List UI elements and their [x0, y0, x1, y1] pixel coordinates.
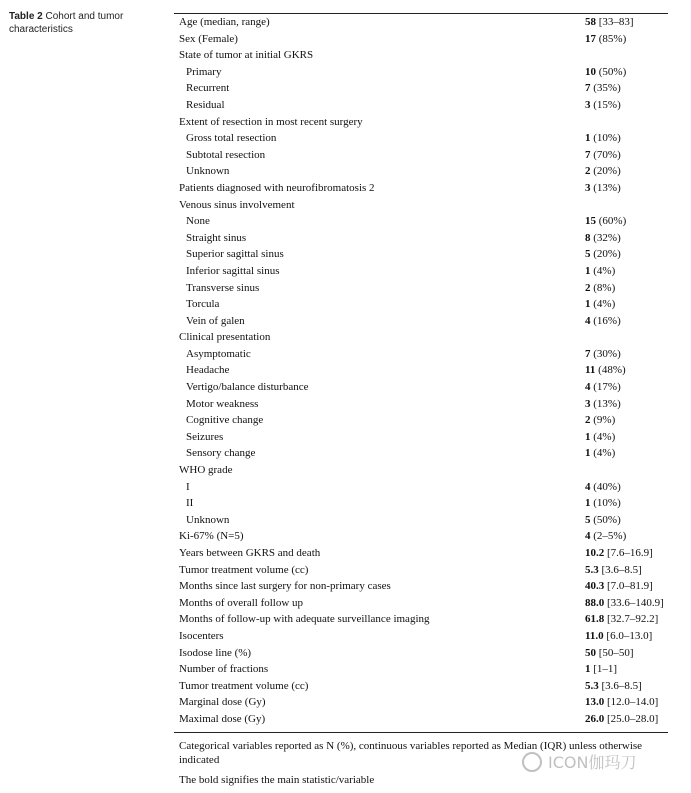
row-label: Number of fractions: [179, 663, 269, 676]
row-main-stat: 11: [585, 364, 596, 377]
table-row: [174, 512, 668, 529]
row-main-stat: 10: [585, 65, 596, 78]
row-label: Age (median, range): [179, 16, 270, 28]
table-row: [174, 80, 668, 97]
row-main-stat: 7: [585, 347, 591, 360]
row-main-stat: 5: [585, 513, 591, 526]
row-label: Cognitive change: [186, 414, 264, 427]
row-main-stat: 61.8: [585, 613, 605, 626]
row-main-stat: 1: [585, 298, 591, 311]
table-row: [174, 346, 668, 363]
row-label: Seizures: [186, 430, 224, 443]
table-row: [174, 362, 668, 379]
row-main-stat: 2: [585, 414, 591, 427]
row-value: [585, 412, 615, 429]
row-value: [585, 130, 621, 147]
row-range: (20%): [590, 248, 621, 261]
row-label: Motor weakness: [186, 397, 259, 410]
row-label: Primary: [186, 65, 222, 78]
row-range: [7.0–81.9]: [604, 580, 653, 593]
row-value: [585, 64, 626, 81]
table-row: [174, 495, 668, 512]
row-value: [585, 545, 653, 562]
row-label: Transverse sinus: [186, 281, 260, 294]
row-main-stat: 5.3: [585, 679, 599, 692]
row-label: Headache: [186, 364, 230, 377]
row-range: (8%): [590, 281, 616, 294]
row-range: (10%): [590, 132, 621, 145]
row-range: (35%): [590, 82, 621, 95]
row-value: [585, 578, 653, 595]
characteristics-table: [174, 13, 668, 793]
row-value: [585, 512, 621, 529]
row-label: Maximal dose (Gy): [179, 712, 266, 725]
table-row: [174, 230, 668, 247]
row-value: [585, 495, 621, 512]
row-main-stat: 58: [585, 16, 596, 28]
row-range: (85%): [596, 32, 627, 45]
table-row: [174, 462, 668, 479]
row-range: [7.6–16.9]: [604, 547, 653, 559]
table-row: [174, 97, 668, 114]
table-row: [174, 611, 668, 628]
row-value: [585, 362, 626, 379]
row-label: Ki-67% (N=5): [179, 530, 244, 543]
row-label: Months of follow-up with adequate surveillance imaging: [179, 613, 430, 626]
row-label: II: [186, 497, 194, 510]
row-range: [33.6–140.9]: [604, 596, 664, 609]
table-row: [174, 329, 668, 346]
row-range: (48%): [595, 364, 626, 377]
row-range: [33–83]: [596, 16, 634, 28]
row-label: Years between GKRS and death: [179, 547, 321, 559]
row-main-stat: 5.3: [585, 563, 599, 576]
row-range: (10%): [590, 497, 621, 510]
row-value: [585, 479, 621, 496]
row-range: (4%): [590, 430, 616, 443]
row-label: Venous sinus involvement: [179, 198, 295, 211]
row-range: [3.6–8.5]: [598, 679, 642, 692]
table-body: [174, 14, 668, 728]
row-range: (30%): [590, 347, 621, 360]
row-label: Asymptomatic: [186, 347, 251, 360]
table-row: [174, 31, 668, 48]
row-value: [585, 528, 626, 545]
table-row: [174, 694, 668, 711]
row-main-stat: 1: [585, 430, 591, 443]
row-label: Superior sagittal sinus: [186, 248, 284, 261]
row-value: [585, 246, 621, 263]
table-row: [174, 213, 668, 230]
table-row: [174, 114, 668, 131]
row-value: [585, 230, 621, 247]
wechat-icon: [522, 752, 542, 772]
row-range: (32%): [590, 231, 621, 244]
row-main-stat: 1: [585, 264, 591, 277]
table-row: [174, 130, 668, 147]
row-label: Recurrent: [186, 82, 230, 95]
table-row: [174, 64, 668, 81]
row-range: (17%): [590, 381, 621, 394]
row-main-stat: 7: [585, 148, 591, 161]
row-range: (4%): [590, 264, 616, 277]
row-value: [585, 628, 652, 645]
table-row: [174, 14, 668, 31]
row-range: [12.0–14.0]: [604, 696, 659, 709]
row-label: Subtotal resection: [186, 148, 266, 161]
row-main-stat: 3: [585, 98, 591, 111]
row-value: [585, 97, 621, 114]
row-label: Vertigo/balance disturbance: [186, 381, 309, 394]
row-range: (20%): [590, 165, 621, 178]
table-footnote: The bold signifies the main statistic/variable: [179, 773, 375, 786]
row-main-stat: 1: [585, 447, 591, 460]
watermark-text: ICON伽玛刀: [548, 753, 637, 772]
table-row: [174, 578, 668, 595]
row-label: Months of overall follow up: [179, 596, 304, 609]
table-row: [174, 280, 668, 297]
row-value: [585, 661, 617, 678]
row-main-stat: 88.0: [585, 596, 605, 609]
table-bottom-rule: [174, 732, 668, 733]
row-range: (40%): [590, 480, 621, 493]
table-row: [174, 163, 668, 180]
table-row: [174, 595, 668, 612]
row-range: (4%): [590, 298, 616, 311]
row-label: Clinical presentation: [179, 331, 271, 344]
row-value: [585, 80, 621, 97]
table-row: [174, 412, 668, 429]
row-label: WHO grade: [179, 464, 233, 477]
row-range: (60%): [596, 215, 627, 228]
table-row: [174, 396, 668, 413]
row-label: Sensory change: [186, 447, 256, 460]
row-main-stat: 8: [585, 231, 591, 244]
row-main-stat: 4: [585, 314, 591, 327]
row-label: Inferior sagittal sinus: [186, 264, 280, 277]
row-main-stat: 13.0: [585, 696, 605, 709]
table-footnote: Categorical variables reported as N (%), continuous variables reported as Median (IQR) unless otherwise indicated: [179, 739, 643, 766]
row-range: (4%): [590, 447, 616, 460]
row-label: Patients diagnosed with neurofibromatosis 2: [179, 181, 375, 194]
row-label: Marginal dose (Gy): [179, 696, 266, 709]
row-main-stat: 50: [585, 646, 596, 659]
row-main-stat: 15: [585, 215, 596, 228]
row-label: Months since last surgery for non-primary cases: [179, 580, 391, 593]
row-main-stat: 26.0: [585, 712, 605, 725]
row-main-stat: 4: [585, 530, 591, 543]
row-value: [585, 180, 621, 197]
row-main-stat: 3: [585, 181, 591, 194]
table-row: [174, 147, 668, 164]
row-range: [3.6–8.5]: [598, 563, 642, 576]
row-range: (15%): [590, 98, 621, 111]
row-label: Isocenters: [179, 629, 224, 642]
row-label: Sex (Female): [179, 32, 238, 45]
table-row: [174, 429, 668, 446]
row-label: Unknown: [186, 165, 230, 178]
row-range: [32.7–92.2]: [604, 613, 659, 626]
table-row: [174, 645, 668, 662]
row-value: [585, 296, 615, 313]
row-range: [1–1]: [590, 663, 618, 676]
row-value: [585, 147, 621, 164]
row-label: Isodose line (%): [179, 646, 252, 659]
table-row: [174, 479, 668, 496]
row-label: None: [186, 215, 210, 228]
table-row: [174, 528, 668, 545]
row-value: [585, 396, 621, 413]
row-label: I: [186, 480, 190, 493]
row-value: [585, 14, 634, 31]
row-main-stat: 4: [585, 480, 591, 493]
row-label: Gross total resection: [186, 132, 277, 145]
row-value: [585, 379, 621, 396]
row-label: Residual: [186, 98, 225, 111]
row-value: [585, 429, 615, 446]
row-value: [585, 346, 621, 363]
row-range: [6.0–13.0]: [603, 629, 653, 642]
table-row: [174, 678, 668, 695]
table-caption: [9, 10, 159, 36]
row-range: (9%): [590, 414, 616, 427]
row-range: (16%): [590, 314, 621, 327]
table-row: [174, 197, 668, 214]
row-value: [585, 595, 664, 612]
table-title: Cohort and tumor characteristics: [9, 11, 124, 35]
table-row: [174, 296, 668, 313]
row-main-stat: 7: [585, 82, 591, 95]
table-number: Table 2: [9, 11, 43, 22]
row-range: [25.0–28.0]: [604, 712, 659, 725]
row-range: (50%): [590, 513, 621, 526]
row-value: [585, 562, 642, 579]
table-row: [174, 263, 668, 280]
row-range: (13%): [590, 397, 621, 410]
row-value: [585, 280, 615, 297]
table-row: [174, 445, 668, 462]
row-main-stat: 5: [585, 248, 591, 261]
row-range: (13%): [590, 181, 621, 194]
row-label: State of tumor at initial GKRS: [179, 49, 314, 62]
table-row: [174, 180, 668, 197]
row-main-stat: 10.2: [585, 547, 605, 559]
row-label: Tumor treatment volume (cc): [179, 563, 309, 576]
row-main-stat: 17: [585, 32, 596, 45]
row-main-stat: 4: [585, 381, 591, 394]
row-label: Vein of galen: [186, 314, 245, 327]
row-value: [585, 263, 615, 280]
row-value: [585, 711, 658, 728]
table-row: [174, 562, 668, 579]
table-row: [174, 628, 668, 645]
row-range: (70%): [590, 148, 621, 161]
row-value: [585, 163, 621, 180]
row-main-stat: 3: [585, 397, 591, 410]
table-row: [174, 545, 668, 562]
row-range: (2–5%): [590, 530, 627, 543]
row-value: [585, 213, 626, 230]
row-main-stat: 1: [585, 497, 591, 510]
table-row: [174, 246, 668, 263]
row-range: [50–50]: [596, 646, 634, 659]
row-value: [585, 694, 658, 711]
table-row: [174, 379, 668, 396]
row-label: Straight sinus: [186, 231, 247, 244]
row-label: Extent of resection in most recent surgery: [179, 115, 363, 128]
row-value: [585, 313, 621, 330]
row-label: Tumor treatment volume (cc): [179, 679, 309, 692]
row-value: [585, 611, 658, 628]
row-range: (50%): [596, 65, 627, 78]
table-row: [174, 711, 668, 728]
row-value: [585, 445, 615, 462]
table-row: [174, 313, 668, 330]
table-row: [174, 661, 668, 678]
row-label: Torcula: [186, 298, 220, 311]
table-row: [174, 47, 668, 64]
row-main-stat: 2: [585, 165, 591, 178]
row-value: [585, 645, 634, 662]
watermark: [522, 750, 636, 773]
row-value: [585, 678, 642, 695]
row-value: [585, 31, 626, 48]
row-main-stat: 1: [585, 132, 591, 145]
row-main-stat: 2: [585, 281, 591, 294]
row-label: Unknown: [186, 513, 230, 526]
row-main-stat: 40.3: [585, 580, 605, 593]
row-main-stat: 1: [585, 663, 591, 676]
row-main-stat: 11.0: [585, 629, 604, 642]
